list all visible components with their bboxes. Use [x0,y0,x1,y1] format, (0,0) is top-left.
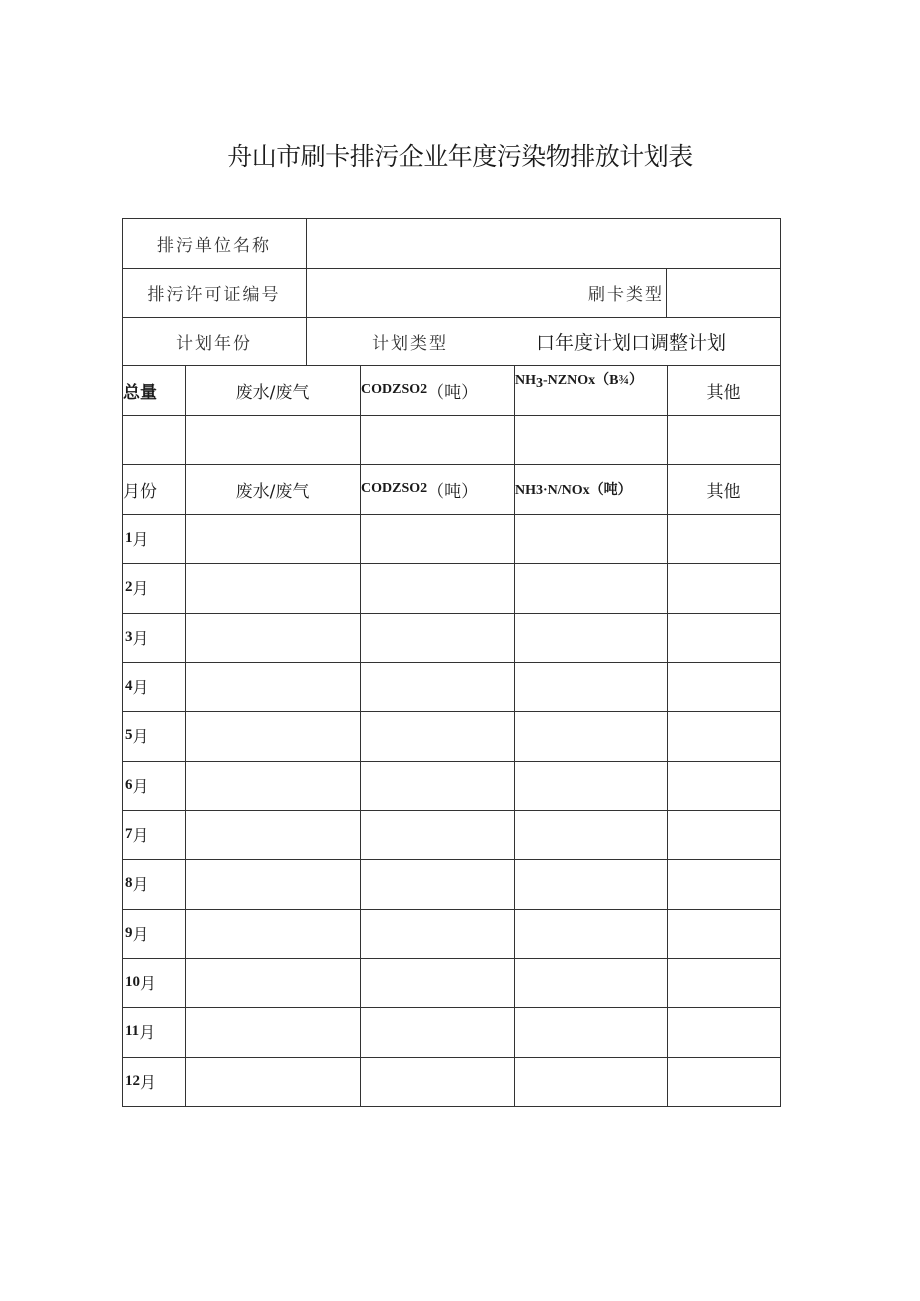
month-10-month-label: 10 月 [125,974,157,994]
month-3-nh3-nox[interactable] [515,613,667,662]
month-11-cod-so2[interactable] [361,1007,514,1056]
month-10-other[interactable] [667,958,780,1007]
permit-number-label: 排污许可证编号 [147,285,281,305]
grid-line-h [122,218,781,219]
grid-line-h [122,958,781,959]
month-2-nh3-nox[interactable] [515,563,667,612]
month-4-nh3-nox[interactable] [515,662,667,711]
month-1-cod-so2[interactable] [361,514,514,563]
month-2-other[interactable] [667,563,780,612]
total-header-cod-so2: CODZSO 2 （吨） [361,382,479,403]
month-8-cod-so2[interactable] [361,859,514,908]
month-4-other[interactable] [667,662,780,711]
grid-line-h [122,514,781,515]
grid-line-h [122,859,781,860]
card-type-label: 刷卡类型 [588,285,664,305]
grid-line-h [122,563,781,564]
month-8-nh3-nox[interactable] [515,859,667,908]
month-10-cod-so2[interactable] [361,958,514,1007]
month-10-water-gas[interactable] [185,958,360,1007]
month-1-water-gas[interactable] [185,514,360,563]
month-6-other[interactable] [667,761,780,810]
month-8-other[interactable] [667,859,780,908]
total-header-label: 总量 [123,382,157,403]
grid-line-h [122,810,781,811]
month-7-nh3-nox[interactable] [515,810,667,859]
month-9-nh3-nox[interactable] [515,909,667,958]
month-2-month-label: 2 月 [125,579,149,599]
month-1-month-label: 1 月 [125,530,149,550]
month-header-water-gas: 废水/废气 [235,481,310,502]
total-header-nh3-nox: $NH_3-NZNOx(B\frac{3}{4})$ [515,373,643,391]
grid-line-h [122,268,781,269]
month-6-nh3-nox[interactable] [515,761,667,810]
grid-line-v [360,365,361,1107]
month-4-month-label: 4 月 [125,678,149,698]
plan-type-label: 计划类型 [372,333,448,354]
month-12-month-label: 12 月 [125,1072,157,1092]
month-4-water-gas[interactable] [185,662,360,711]
month-header-nh3-nox: NH3·N/NOx（吨） [515,483,632,498]
month-header-cod-so2: CODZSO 2 （吨） [361,481,479,502]
month-6-cod-so2[interactable] [361,761,514,810]
unit-name-label: 排污单位名称 [157,235,271,256]
month-9-water-gas[interactable] [185,909,360,958]
grid-line-v [514,365,515,1107]
grid-line-h [122,613,781,614]
month-3-cod-so2[interactable] [361,613,514,662]
month-5-water-gas[interactable] [185,711,360,760]
total-value-other[interactable] [667,415,780,464]
month-11-other[interactable] [667,1007,780,1056]
month-11-month-label: 11 月 [125,1023,156,1043]
grid-line-v [666,268,667,318]
month-8-water-gas[interactable] [185,859,360,908]
grid-line-h [122,464,781,465]
month-1-other[interactable] [667,514,780,563]
grid-line-h [122,317,781,318]
month-9-cod-so2[interactable] [361,909,514,958]
month-3-water-gas[interactable] [185,613,360,662]
month-11-water-gas[interactable] [185,1007,360,1056]
month-12-water-gas[interactable] [185,1057,360,1106]
grid-line-h [122,662,781,663]
month-12-cod-so2[interactable] [361,1057,514,1106]
month-header-label: 月份 [123,481,157,502]
month-7-water-gas[interactable] [185,810,360,859]
total-header-other: 其他 [706,382,741,403]
month-7-month-label: 7 月 [125,826,149,846]
grid-line-h [122,1106,781,1107]
month-6-water-gas[interactable] [185,761,360,810]
permit-number-field[interactable] [306,268,576,317]
total-value-label-cell [123,415,185,464]
month-3-month-label: 3 月 [125,628,149,648]
month-5-cod-so2[interactable] [361,711,514,760]
month-6-month-label: 6 月 [125,776,149,796]
month-9-month-label: 9 月 [125,924,149,944]
month-7-cod-so2[interactable] [361,810,514,859]
plan-year-label: 计划年份 [176,333,252,354]
total-header-water-gas: 废水/废气 [235,382,310,403]
month-5-nh3-nox[interactable] [515,711,667,760]
grid-line-h [122,1007,781,1008]
unit-name-field[interactable] [306,218,780,268]
grid-line-h [122,1057,781,1058]
month-9-other[interactable] [667,909,780,958]
month-11-nh3-nox[interactable] [515,1007,667,1056]
total-value-water-gas[interactable] [185,415,360,464]
month-12-nh3-nox[interactable] [515,1057,667,1106]
month-5-month-label: 5 月 [125,727,149,747]
total-value-nh3-nox[interactable] [515,415,667,464]
month-10-nh3-nox[interactable] [515,958,667,1007]
month-2-water-gas[interactable] [185,563,360,612]
grid-line-h [122,365,781,366]
month-1-nh3-nox[interactable] [515,514,667,563]
grid-line-v [306,218,307,366]
month-5-other[interactable] [667,711,780,760]
grid-line-h [122,415,781,416]
grid-line-v [185,365,186,1107]
grid-line-v [667,365,668,1107]
month-4-cod-so2[interactable] [361,662,514,711]
month-12-other[interactable] [667,1057,780,1106]
plan-type-options[interactable]: 口年度计划口调整计划 [536,331,727,354]
grid-line-h [122,711,781,712]
grid-line-h [122,909,781,910]
grid-line-h [122,761,781,762]
card-type-field[interactable] [666,268,780,317]
month-2-cod-so2[interactable] [361,563,514,612]
page-title: 舟山市刷卡排污企业年度污染物排放计划表 [227,142,693,171]
month-7-other[interactable] [667,810,780,859]
month-8-month-label: 8 月 [125,875,149,895]
month-3-other[interactable] [667,613,780,662]
total-value-cod-so2[interactable] [361,415,514,464]
month-header-other: 其他 [706,481,741,502]
